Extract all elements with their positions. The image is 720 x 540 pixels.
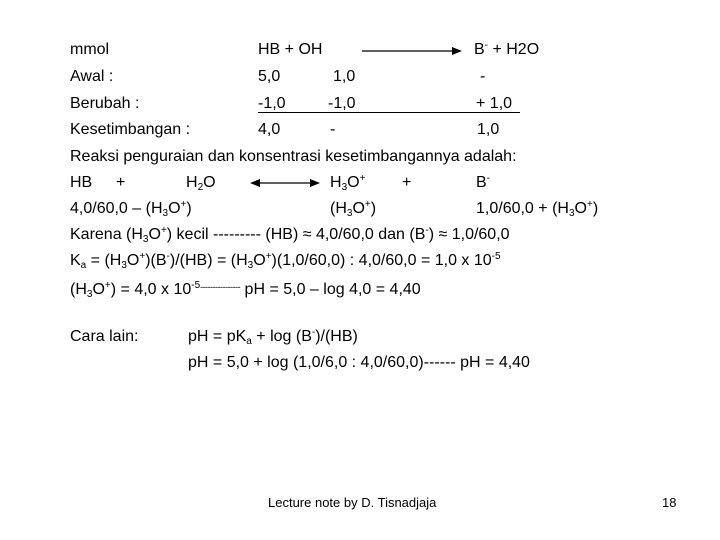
- eq-h2o: $H_2O$: [186, 174, 216, 193]
- underline-rule: [258, 112, 520, 113]
- row-setimbang-b: 1,0: [477, 121, 500, 138]
- cara-line-1: pH = $pK_a + \log (B^-)/(HB)$: [188, 327, 358, 347]
- page-number: 18: [662, 495, 677, 510]
- row-awal-label: Awal :: [70, 68, 114, 85]
- row-setimbang-hb: 4,0: [258, 121, 281, 138]
- row-berubah-hb: -1,0: [258, 95, 286, 112]
- right-arrow-icon: [362, 46, 462, 56]
- row-setimbang-oh: -: [330, 121, 336, 138]
- eq-hb: HB: [70, 174, 93, 191]
- row-berubah-oh: -1,0: [328, 95, 356, 112]
- row-berubah-label: Berubah :: [70, 95, 140, 112]
- header-mmol-label: mmol: [70, 41, 110, 58]
- row-awal-b: -: [480, 68, 486, 85]
- intro-text: Reaksi penguraian dan konsentrasi kesetimbangannya adalah:: [70, 148, 517, 165]
- equilibrium-arrow-icon: [250, 178, 320, 188]
- conc-hb: $4,0/60,0 - (H_3O^+)$: [70, 199, 192, 219]
- footer-credit: Lecture note by D. Tisnadjaja: [268, 495, 437, 510]
- row-berubah-b: + 1,0: [476, 95, 513, 112]
- h3o-result-line: $(H_3O^+) = 4,0$ x $10^{-5----------------}$ pH = 5,0 – log 4,0 = 4,40: [70, 280, 421, 300]
- ka-line: $K_a = (H_3O^+)(B^-)/(HB) = (H_3O^+)(1,0/60,0)$ : 4,0/60,0 = 1,0 x $10^{-5}$: [70, 251, 501, 271]
- eq-plus-2: +: [402, 174, 412, 191]
- eq-h3o: $H_3O^+$: [330, 173, 366, 193]
- cara-line-2: pH = 5,0 + log (1,0/6,0 : 4,0/60,0)------ pH = 4,40: [188, 354, 530, 371]
- row-awal-hb: 5,0: [258, 68, 281, 85]
- conc-b: $1,0/60,0 + (H_3O^+)$: [476, 199, 599, 219]
- conc-h3o: $(H_3O^+)$: [330, 199, 377, 219]
- karena-line: Karena $(H_3O^+)$ kecil --------- (HB) ≈ 4,0/60,0 dan (B-) ≈ 1,0/60,0: [70, 225, 510, 245]
- header-products: B- + H2O: [474, 40, 540, 58]
- eq-plus-1: +: [116, 174, 126, 191]
- row-awal-oh: 1,0: [333, 68, 356, 85]
- eq-b: B-: [476, 173, 491, 191]
- row-setimbang-label: Kesetimbangan :: [70, 121, 191, 138]
- cara-lain-label: Cara lain:: [70, 328, 139, 345]
- header-reactants: HB + OH: [258, 41, 323, 58]
